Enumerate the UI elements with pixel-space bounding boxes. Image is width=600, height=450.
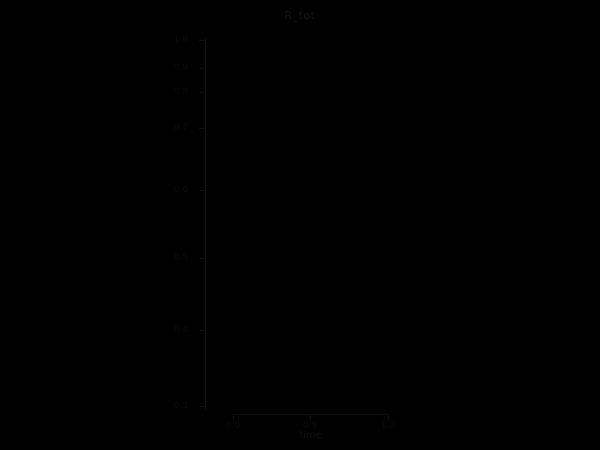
x-tick-0 [233, 414, 234, 420]
chart-title: R_tot [284, 9, 316, 22]
x-tick-1 [310, 414, 311, 420]
y-tick-3 [199, 128, 205, 129]
y-tick-label-4: 0.6 [173, 185, 188, 195]
y-tick-7 [199, 406, 205, 407]
y-tick-0 [199, 40, 205, 41]
y-tick-2 [199, 92, 205, 93]
y-tick-label-1: 0.9 [173, 63, 188, 73]
y-tick-6 [199, 330, 205, 331]
y-tick-label-5: 0.5 [173, 253, 188, 263]
plot-area [206, 38, 388, 414]
x-tick-label-1: 0.5 [302, 421, 318, 431]
x-tick-label-2: 1.0 [380, 421, 396, 431]
x-tick-label-0: 0.0 [225, 421, 241, 431]
y-tick-label-0: 1.0 [173, 35, 188, 45]
x-tick-2 [388, 414, 389, 420]
y-tick-label-6: 0.4 [173, 325, 188, 335]
y-tick-label-7: 0.3 [173, 401, 188, 411]
y-tick-1 [199, 68, 205, 69]
y-tick-label-3: 0.7 [173, 123, 188, 133]
y-tick-label-2: 0.8 [173, 87, 188, 97]
x-axis-title: time [299, 430, 322, 441]
y-tick-5 [199, 258, 205, 259]
y-tick-4 [199, 190, 205, 191]
